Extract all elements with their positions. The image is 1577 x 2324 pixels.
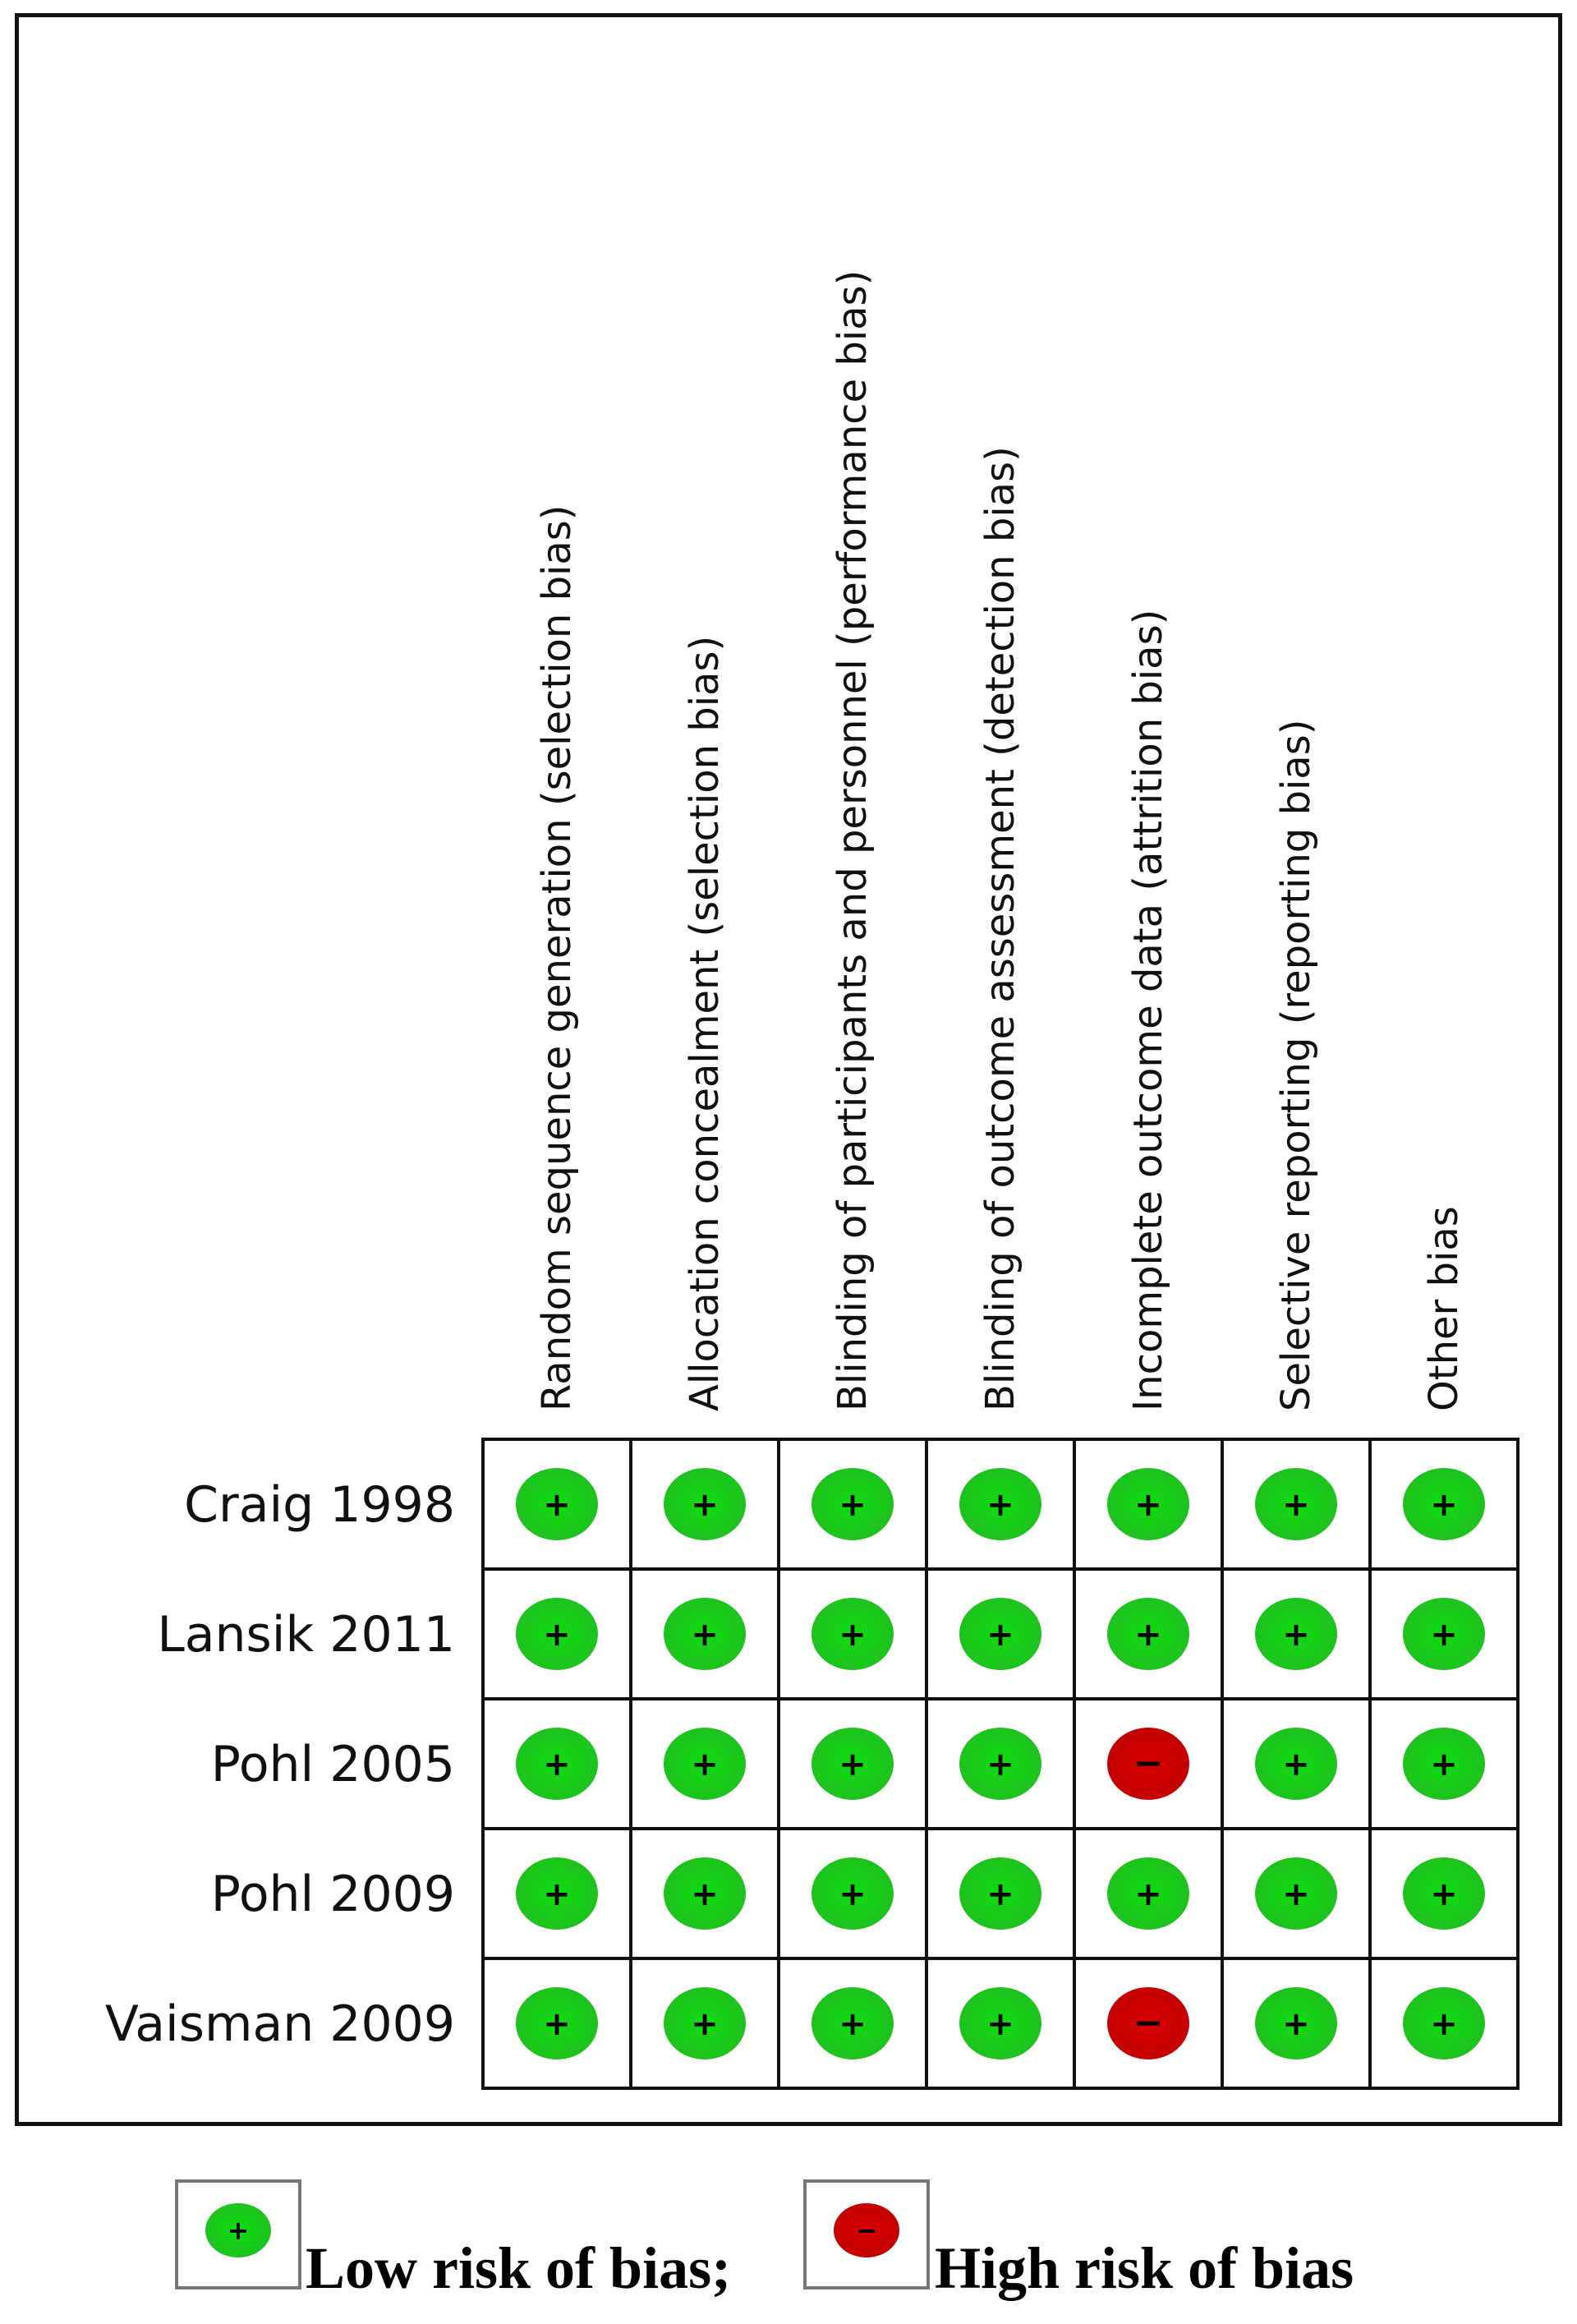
judgement-symbol: + (543, 2005, 571, 2043)
judgement-cell-low (664, 1857, 746, 1930)
judgement-symbol: + (1134, 1875, 1162, 1913)
judgement-cell-low (1403, 1728, 1485, 1800)
legend-symbol: + (227, 2215, 250, 2246)
judgement-symbol: + (543, 1875, 571, 1913)
study-label: Vaisman 2009 (104, 1995, 455, 2053)
judgement-cell-high (1107, 1728, 1189, 1800)
judgement-symbol: + (839, 1746, 867, 1783)
judgement-symbol: + (691, 1746, 719, 1783)
judgement-symbol: + (986, 1746, 1014, 1783)
judgement-symbol: − (1133, 2002, 1164, 2044)
judgement-symbol: + (1282, 1875, 1310, 1913)
legend-item-low (177, 2181, 731, 2301)
judgement-symbol: + (543, 1486, 571, 1524)
study-label: Pohl 2005 (210, 1736, 455, 1793)
judgement-symbol: + (986, 1616, 1014, 1654)
judgement-symbol: + (1430, 1616, 1458, 1654)
domain-label-selective-reporting-reporting-bias: Selective reporting (reporting bias) (1273, 719, 1319, 1411)
judgement-cell-low (959, 1857, 1041, 1930)
domain-label-incomplete-outcome-data-attrition-bias: Incomplete outcome data (attrition bias) (1125, 609, 1171, 1411)
domain-label-blinding-of-outcome-assessment-detection-bias: Blinding of outcome assessment (detection bias) (977, 446, 1023, 1411)
judgement-symbol: + (839, 1875, 867, 1913)
judgement-cell-low (959, 1468, 1041, 1540)
judgement-symbol: + (1282, 1616, 1310, 1654)
study-label: Lansik 2011 (157, 1606, 455, 1664)
judgement-cell-low (1403, 1857, 1485, 1930)
judgement-symbol: + (691, 1486, 719, 1524)
domain-label-blinding-of-participants-and-personnel-performance-bias: Blinding of participants and personnel (performance bias) (830, 269, 876, 1411)
judgement-cell-low (1255, 1468, 1337, 1540)
judgement-cell-low (959, 1987, 1041, 2059)
judgement-symbol: + (543, 1746, 571, 1783)
legend-symbol: − (855, 2215, 878, 2246)
judgement-cell-low (516, 1728, 598, 1800)
judgement-symbol: + (839, 2005, 867, 2043)
judgement-symbol: + (986, 1875, 1014, 1913)
judgement-cell-low (1255, 1987, 1337, 2059)
judgement-cell-low (664, 1598, 746, 1670)
judgement-cell-low (811, 1857, 894, 1930)
judgement-symbol: + (1134, 1616, 1162, 1654)
judgement-cell-high (1107, 1987, 1189, 2059)
judgement-cell-low (516, 1857, 598, 1930)
judgement-cell-low (1403, 1598, 1485, 1670)
judgement-symbol: + (1134, 1486, 1162, 1524)
judgement-cell-low (811, 1468, 894, 1540)
judgement-cell-low (959, 1728, 1041, 1800)
judgement-symbol: + (691, 1875, 719, 1913)
judgement-cell-low (1403, 1987, 1485, 2059)
study-label: Pohl 2009 (210, 1866, 455, 1923)
judgement-cell-low (516, 1598, 598, 1670)
legend-item-high (805, 2181, 1354, 2301)
judgement-cell-low (664, 1728, 746, 1800)
judgement-cell-low (959, 1598, 1041, 1670)
judgement-cell-low (811, 1987, 894, 2059)
judgement-cell-low (811, 1728, 894, 1800)
judgement-cell-low (1107, 1598, 1189, 1670)
judgement-cell-low (1403, 1468, 1485, 1540)
domain-label-other-bias: Other bias (1421, 1206, 1467, 1411)
judgement-cell-low (1255, 1728, 1337, 1800)
judgement-cell-low (811, 1598, 894, 1670)
judgement-cell-low (664, 1468, 746, 1540)
study-label: Craig 1998 (184, 1476, 455, 1534)
judgement-cell-low (664, 1987, 746, 2059)
judgement-symbol: + (986, 2005, 1014, 2043)
judgement-symbol: + (839, 1486, 867, 1524)
judgement-cell-low (1107, 1857, 1189, 1930)
domain-label-random-sequence-generation-selection-bias: Random sequence generation (selection bias) (534, 504, 580, 1411)
judgement-cell-low (516, 1987, 598, 2059)
judgement-symbol: + (1282, 1746, 1310, 1783)
judgement-symbol: + (839, 1616, 867, 1654)
judgement-symbol: + (1430, 2005, 1458, 2043)
legend-label-low: Low risk of bias; (306, 2235, 732, 2301)
judgement-symbol: + (691, 1616, 719, 1654)
judgement-symbol: + (1430, 1486, 1458, 1524)
judgement-symbol: + (1282, 2005, 1310, 2043)
judgement-cell-low (1255, 1598, 1337, 1670)
judgement-symbol: + (986, 1486, 1014, 1524)
judgement-symbol: + (543, 1616, 571, 1654)
judgement-symbol: + (1430, 1746, 1458, 1783)
judgement-symbol: − (1133, 1742, 1164, 1784)
legend-label-high: High risk of bias (935, 2235, 1354, 2301)
judgement-cell-low (1255, 1857, 1337, 1930)
judgement-symbol: + (691, 2005, 719, 2043)
judgement-symbol: + (1282, 1486, 1310, 1524)
domain-label-allocation-concealment-selection-bias: Allocation concealment (selection bias) (682, 635, 728, 1411)
judgement-cell-low (516, 1468, 598, 1540)
judgement-cell-low (1107, 1468, 1189, 1540)
judgement-symbol: + (1430, 1875, 1458, 1913)
